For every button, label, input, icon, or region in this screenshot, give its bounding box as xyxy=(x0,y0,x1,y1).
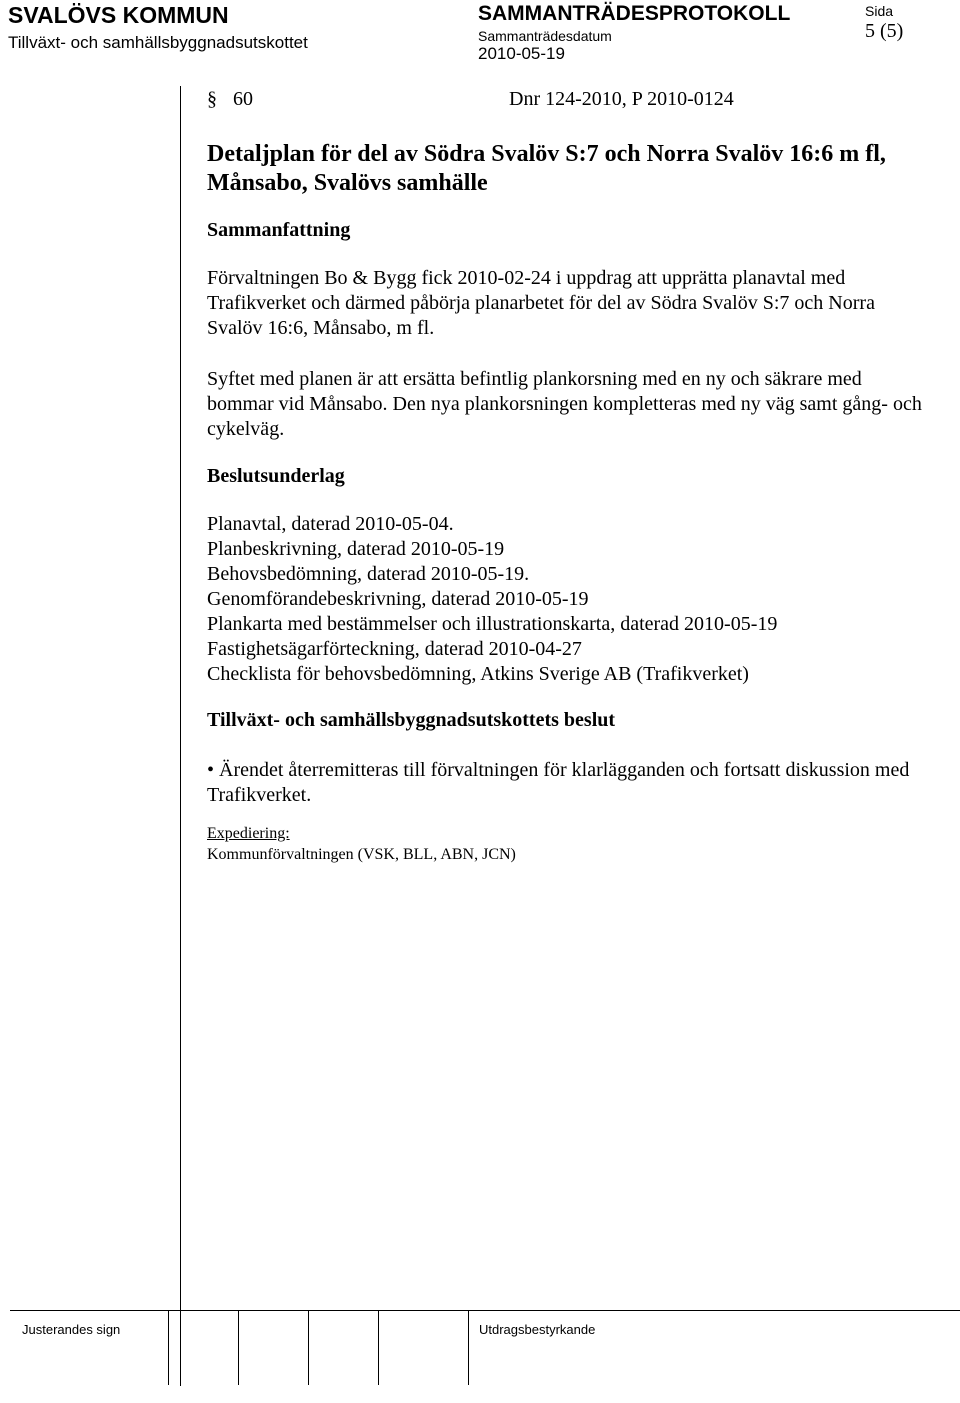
department-name: Tillväxt- och samhällsbyggnadsutskottet xyxy=(8,33,308,52)
paragraph-header xyxy=(207,88,734,111)
basis-item: Genomförandebeskrivning, daterad 2010-05-19 xyxy=(207,588,589,610)
case-title: Detaljplan för del av Södra Svalöv S:7 och Norra Svalöv 16:6 m fl, Månsabo, Svalövs samhälle xyxy=(207,141,886,196)
margin-rule xyxy=(180,86,181,1386)
paragraph-number: 60 xyxy=(233,88,253,110)
signature-table xyxy=(10,1310,960,1385)
decision-text: Ärendet återremitteras till förvaltningen för klarlägganden och fortsatt diskussion med Trafikverket. xyxy=(207,759,910,806)
footer-divider xyxy=(168,1310,169,1385)
summary-paragraph-1: Förvaltningen Bo & Bygg fick 2010-02-24 i uppdrag att upprätta planavtal med Trafikverket och därmed påbörja planarbetet för del av Södra Svalöv S:7 och Norra Svalöv 16:6, Månsabo, m fl. xyxy=(207,267,875,339)
basis-heading: Beslutsunderlag xyxy=(207,465,345,487)
footer-top-rule xyxy=(10,1310,960,1311)
organization-name: SVALÖVS KOMMUN xyxy=(8,2,229,28)
basis-item: Checklista för behovsbedömning, Atkins Sverige AB (Trafikverket) xyxy=(207,663,749,685)
dispatch-recipients: Kommunförvaltningen (VSK, BLL, ABN, JCN) xyxy=(207,846,516,863)
basis-item: Fastighetsägarförteckning, daterad 2010-04-27 xyxy=(207,638,582,660)
case-number: Dnr 124-2010, P 2010-0124 xyxy=(509,88,734,110)
meeting-date-value: 2010-05-19 xyxy=(478,44,565,63)
bullet-icon: • xyxy=(207,759,215,781)
summary-heading: Sammanfattning xyxy=(207,219,351,241)
page-number: 5 (5) xyxy=(865,20,904,42)
footer-divider xyxy=(378,1310,379,1385)
footer-divider xyxy=(238,1310,239,1385)
decision-item xyxy=(207,758,927,808)
dispatch-label: Expediering: xyxy=(207,825,290,842)
decision-heading: Tillväxt- och samhällsbyggnadsutskottets beslut xyxy=(207,709,616,731)
meeting-date-label: Sammanträdesdatum xyxy=(478,28,612,44)
approver-signature-label: Justerandes sign xyxy=(22,1322,121,1337)
basis-item: Plankarta med bestämmelser och illustrationskarta, daterad 2010-05-19 xyxy=(207,613,778,635)
extract-certification-label: Utdragsbestyrkande xyxy=(479,1322,596,1337)
basis-list xyxy=(207,512,777,687)
basis-item: Behovsbedömning, daterad 2010-05-19. xyxy=(207,563,530,585)
section-sign: § xyxy=(207,88,217,110)
footer-divider xyxy=(468,1310,469,1385)
document-type: SAMMANTRÄDESPROTOKOLL xyxy=(478,2,791,25)
summary-paragraph-2: Syftet med planen är att ersätta befintlig plankorsning med en ny och säkrare med bommar vid Månsabo. Den nya plankorsningen kompletteras med ny väg samt gång- och cykelväg. xyxy=(207,368,922,440)
page-label: Sida xyxy=(865,3,894,19)
basis-item: Planavtal, daterad 2010-05-04. xyxy=(207,513,454,535)
footer-divider xyxy=(308,1310,309,1385)
basis-item: Planbeskrivning, daterad 2010-05-19 xyxy=(207,538,505,560)
